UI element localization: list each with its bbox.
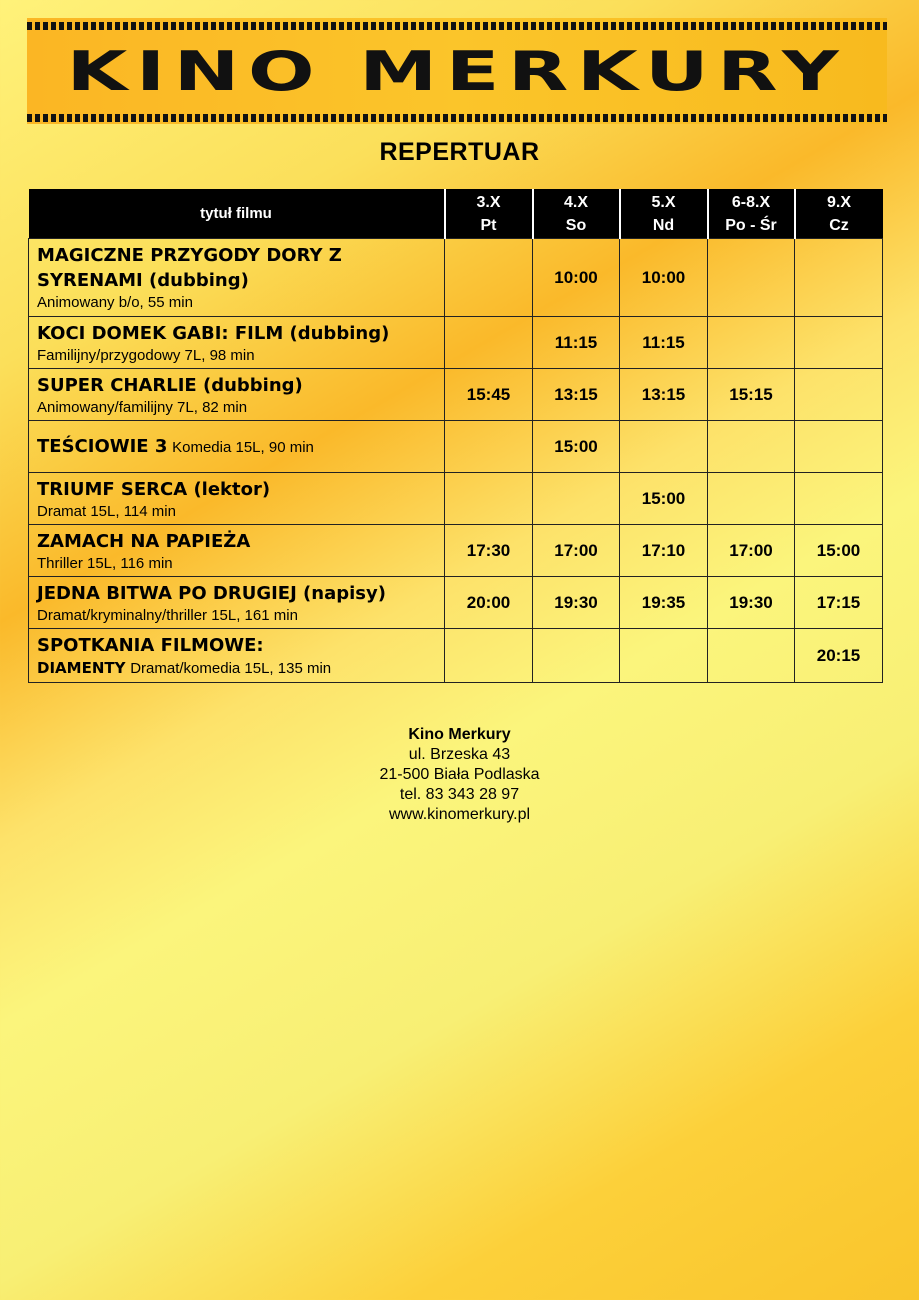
table-row	[29, 239, 883, 317]
showtime: 13:15	[533, 369, 620, 421]
table-row	[29, 369, 883, 421]
day-header: 6-8.X Po - Śr	[708, 189, 795, 239]
film-description: Animowany/familijny 7L, 82 min	[37, 398, 248, 416]
day-header: 9.X Cz	[795, 189, 883, 239]
film-description: Animowany b/o, 55 min	[37, 294, 193, 311]
table-row	[29, 421, 883, 473]
showtime: 15:15	[708, 369, 795, 421]
showtime: 13:15	[620, 369, 708, 421]
showtime: 17:00	[533, 525, 620, 577]
showtime	[708, 629, 795, 683]
film-title: MAGICZNE PRZYGODY DORY Z SYRENAMI (dubbing)	[37, 245, 342, 291]
showtime: 20:15	[795, 629, 883, 683]
film-description: Thriller 15L, 116 min	[37, 554, 173, 572]
film-title: SPOTKANIA FILMOWE:	[37, 635, 264, 656]
showtime: 15:00	[620, 473, 708, 525]
film-cell	[29, 421, 445, 473]
film-title: KOCI DOMEK GABI: FILM (dubbing)	[37, 322, 390, 344]
film-cell	[29, 239, 445, 317]
table-row	[29, 577, 883, 629]
cinema-title: KINO MERKURY	[66, 40, 848, 103]
showtime	[445, 473, 533, 525]
showtime	[708, 421, 795, 473]
showtime: 11:15	[533, 317, 620, 369]
film-description: Dramat 15L, 114 min	[37, 502, 176, 520]
showtime	[620, 421, 708, 473]
showtime	[533, 629, 620, 683]
showtime: 17:10	[620, 525, 708, 577]
showtime	[708, 473, 795, 525]
showtime	[795, 473, 883, 525]
showtime	[795, 421, 883, 473]
film-description: Familijny/przygodowy 7L, 98 min	[37, 346, 255, 364]
film-cell	[29, 473, 445, 525]
title-banner	[27, 18, 887, 124]
showtime	[708, 317, 795, 369]
film-description: Komedia 15L, 90 min	[172, 439, 314, 456]
contact-website: www.kinomerkury.pl	[388, 806, 531, 823]
showtime	[708, 239, 795, 317]
title-column-header: tytuł filmu	[29, 189, 445, 239]
schedule-table	[28, 189, 883, 683]
contact-phone: tel. 83 343 28 97	[399, 786, 520, 803]
showtime	[533, 473, 620, 525]
film-cell	[29, 577, 445, 629]
table-row	[29, 525, 883, 577]
showtime	[445, 629, 533, 683]
page-title: REPERTUAR	[379, 138, 540, 166]
showtime: 10:00	[533, 239, 620, 317]
contact-street: ul. Brzeska 43	[408, 746, 511, 763]
film-description: Dramat/komedia 15L, 135 min	[130, 660, 332, 677]
film-cell	[29, 317, 445, 369]
contact-block	[0, 725, 919, 825]
showtime: 17:30	[445, 525, 533, 577]
showtime: 19:30	[708, 577, 795, 629]
showtime: 15:00	[795, 525, 883, 577]
showtime: 19:30	[533, 577, 620, 629]
film-cell	[29, 369, 445, 421]
day-header: 3.X Pt	[445, 189, 533, 239]
film-title: TEŚCIOWIE 3	[37, 436, 168, 457]
showtime	[620, 629, 708, 683]
showtime	[445, 421, 533, 473]
day-header: 4.X So	[533, 189, 620, 239]
film-perforation-top	[27, 22, 887, 30]
showtime: 20:00	[445, 577, 533, 629]
film-perforation-bottom	[27, 114, 887, 122]
film-description: Dramat/kryminalny/thriller 15L, 161 min	[37, 606, 298, 624]
day-header: 5.X Nd	[620, 189, 708, 239]
film-title: SUPER CHARLIE (dubbing)	[37, 374, 303, 396]
film-cell	[29, 525, 445, 577]
film-subtitle: DIAMENTY	[37, 659, 126, 677]
contact-name: Kino Merkury	[408, 726, 511, 743]
film-cell	[29, 629, 445, 683]
showtime: 11:15	[620, 317, 708, 369]
showtime: 15:45	[445, 369, 533, 421]
showtime	[795, 317, 883, 369]
showtime: 19:35	[620, 577, 708, 629]
showtime	[795, 239, 883, 317]
film-title: JEDNA BITWA PO DRUGIEJ (napisy)	[37, 582, 386, 604]
contact-city: 21-500 Biała Podlaska	[379, 766, 540, 783]
film-title: TRIUMF SERCA (lektor)	[37, 478, 271, 500]
showtime: 10:00	[620, 239, 708, 317]
showtime: 15:00	[533, 421, 620, 473]
showtime	[795, 369, 883, 421]
showtime: 17:00	[708, 525, 795, 577]
table-header-row	[29, 189, 883, 239]
film-title: ZAMACH NA PAPIEŻA	[37, 530, 251, 552]
table-row	[29, 473, 883, 525]
table-row	[29, 317, 883, 369]
showtime: 17:15	[795, 577, 883, 629]
table-row	[29, 629, 883, 683]
showtime	[445, 317, 533, 369]
showtime	[445, 239, 533, 317]
